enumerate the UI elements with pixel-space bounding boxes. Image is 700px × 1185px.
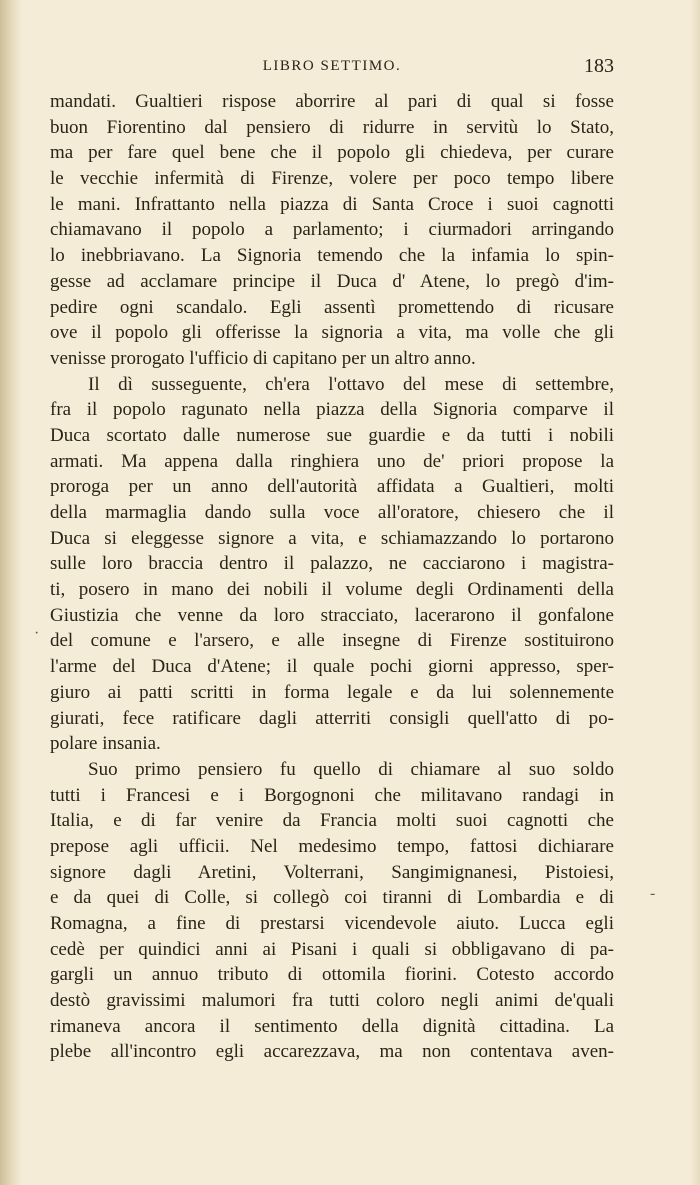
text-line: gesse ad acclamare principe il Duca d' Atene, lo pregò d'im- bbox=[50, 270, 614, 292]
body-text bbox=[50, 89, 614, 1065]
text-line: prepose agli ufficii. Nel medesimo tempo, fattosi dichiarare bbox=[50, 835, 614, 857]
text-line: tutti i Francesi e i Borgognoni che militavano randagi in bbox=[50, 784, 614, 806]
text-line: le vecchie infermità di Firenze, volere per poco tempo libere bbox=[50, 168, 614, 190]
text-line: destò gravissimi malumori fra tutti coloro negli animi de'quali bbox=[50, 990, 614, 1012]
text-line: sulle loro braccia dentro il palazzo, ne cacciarono i magistra- bbox=[50, 553, 614, 575]
margin-mark: - bbox=[650, 885, 656, 902]
page-binding-shadow bbox=[0, 0, 22, 1185]
text-line: giuro ai patti scritti in forma legale e da lui solennemente bbox=[50, 681, 614, 703]
page-header bbox=[50, 55, 614, 84]
text-line: Duca scortato dalle numerose sue guardie e da tutti i nobili bbox=[50, 424, 614, 446]
paragraph-start-line: Il dì susseguente, ch'era l'ottavo del mese di settembre, bbox=[88, 373, 614, 395]
text-line: plebe all'incontro egli accarezzava, ma non contentava aven- bbox=[50, 1041, 614, 1063]
text-line: Romagna, a fine di prestarsi vicendevole aiuto. Lucca egli bbox=[50, 913, 614, 934]
text-line: ove il popolo gli offerisse la signoria a vita, ma volle che gli bbox=[50, 322, 614, 344]
text-line: del comune e l'arsero, e alle insegne di Firenze sostituirono bbox=[50, 630, 614, 652]
text-line: della marmaglia dando sulla voce all'oratore, chiesero che il bbox=[50, 502, 614, 523]
text-line: armati. Ma appena dalla ringhiera uno de' priori propose la bbox=[50, 450, 614, 472]
running-title: LIBRO SETTIMO. bbox=[262, 58, 402, 74]
text-line: e da quei di Colle, si collegò coi tiranni di Lombardia e di bbox=[50, 887, 614, 909]
page-number: 183 bbox=[584, 55, 614, 77]
text-line: Italia, e di far venire da Francia molti suoi cagnotti che bbox=[50, 810, 614, 832]
text-line: ti, posero in mano dei nobili il volume degli Ordinamenti della bbox=[50, 579, 614, 601]
text-line: gargli un annuo tributo di ottomila fiorini. Cotesto accordo bbox=[50, 964, 614, 986]
paragraph-end-line: venisse prorogato l'ufficio di capitano per un altro anno. bbox=[50, 347, 476, 369]
text-line: ma per fare quel bene che il popolo gli chiedeva, per curare bbox=[50, 142, 614, 164]
paragraph-end-line: polare insania. bbox=[50, 733, 161, 755]
text-line: Giustizia che venne da loro stracciato, lacerarono il gonfalone bbox=[50, 604, 614, 626]
text-line: fra il popolo ragunato nella piazza della Signoria comparve il bbox=[50, 399, 614, 421]
paragraph-start-line: Suo primo pensiero fu quello di chiamare al suo soldo bbox=[88, 758, 614, 780]
text-line: cedè per quindici anni ai Pisani i quali si obbligavano di pa- bbox=[50, 938, 614, 960]
text-line: buon Fiorentino dal pensiero di ridurre in servitù lo Stato, bbox=[50, 116, 614, 138]
text-line: lo inebbriavano. La Signoria temendo che la infamia lo spin- bbox=[50, 245, 614, 267]
text-line: le mani. Infrattanto nella piazza di Santa Croce i suoi cagnotti bbox=[50, 193, 614, 215]
page-edge-shadow bbox=[690, 0, 700, 1185]
text-line: proroga per un anno dell'autorità affidata a Gualtieri, molti bbox=[50, 476, 614, 498]
text-line: rimaneva ancora il sentimento della dignità cittadina. La bbox=[50, 1015, 614, 1037]
text-line: giurati, fece ratificare dagli atterriti consigli quell'atto di po- bbox=[50, 707, 614, 729]
text-line: Duca si eleggesse signore a vita, e schiamazzando lo portarono bbox=[50, 527, 614, 549]
text-line: signore dagli Aretini, Volterrani, Sangimignanesi, Pistoiesi, bbox=[50, 861, 614, 883]
text-line: chiamavano il popolo a parlamento; i ciurmadori arringando bbox=[50, 219, 614, 241]
margin-mark: · bbox=[34, 625, 40, 642]
text-line: pedire ogni scandalo. Egli assentì promettendo di ricusare bbox=[50, 296, 614, 318]
text-line: l'arme del Duca d'Atene; il quale pochi giorni appresso, sper- bbox=[50, 656, 614, 678]
text-line: mandati. Gualtieri rispose aborrire al pari di qual si fosse bbox=[50, 91, 614, 112]
